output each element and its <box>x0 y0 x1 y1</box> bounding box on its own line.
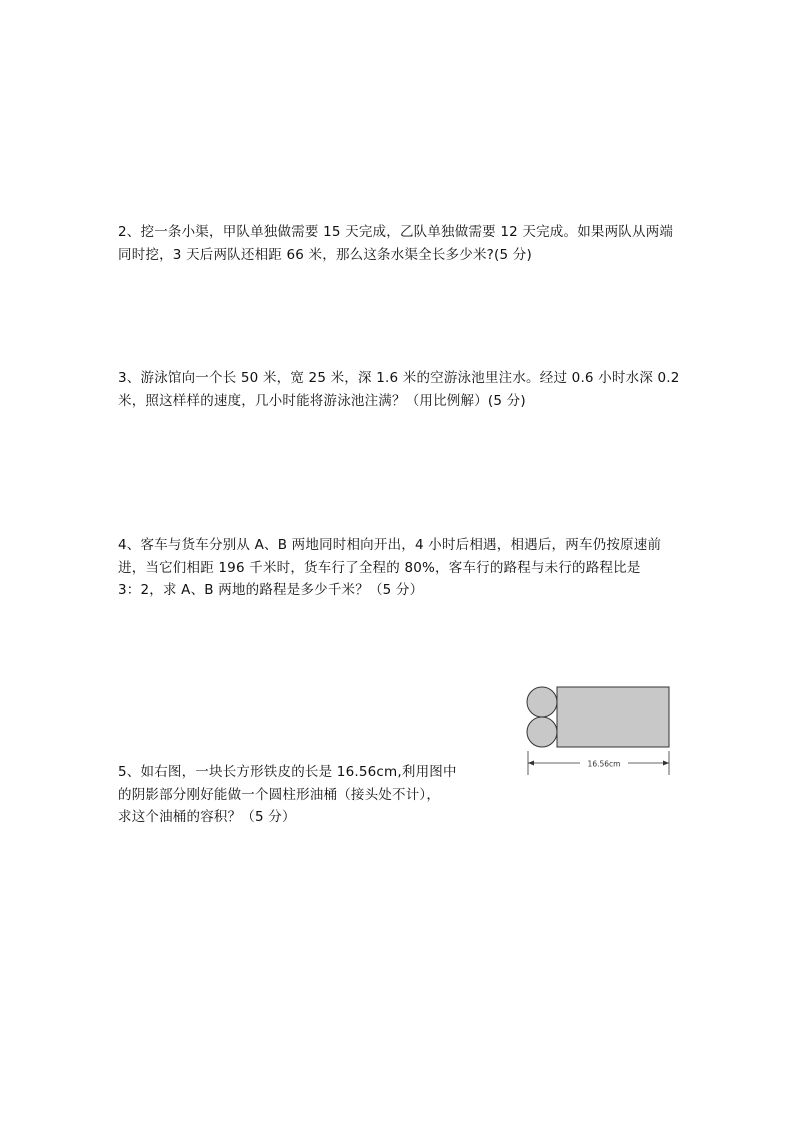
problem-2-line-2: 同时挖，3 天后两队还相距 66 米，那么这条水渠全长多少米?(5 分) <box>118 246 532 263</box>
problem-2 <box>118 221 673 266</box>
problem-5-line-2: 的阴影部分刚好能做一个圆柱形油桶（接头处不计）， <box>118 786 441 803</box>
dimension-arrow-right <box>663 761 669 766</box>
top-circle <box>527 687 557 717</box>
cylinder-net-svg <box>524 683 672 779</box>
cylinder-net-figure <box>524 683 672 779</box>
problem-4-line-2: 进，当它们相距 196 千米时，货车行了全程的 80%，客车行的路程与未行的路程比是 <box>118 559 641 576</box>
problem-5-line-3: 求这个油桶的容积？（5 分） <box>118 809 296 825</box>
shaded-rectangle <box>557 687 669 747</box>
problem-2-line-1: 2、挖一条小渠，甲队单独做需要 15 天完成，乙队单独做需要 12 天完成。如果两队从两端 <box>118 224 674 240</box>
bottom-circle <box>527 717 557 747</box>
dimension-arrow-left <box>528 761 534 766</box>
problem-3-line-2: 米，照这样样的速度，几小时能将游泳池注满？（用比例解）(5 分) <box>118 392 526 409</box>
problem-5-line-1: 5、如右图，一块长方形铁皮的长是 16.56cm,利用图中 <box>118 764 457 780</box>
problem-4-line-3: 3：2，求 A、B 两地的路程是多少千米？（5 分） <box>118 582 424 598</box>
problem-4 <box>118 534 661 602</box>
problem-3-line-1: 3、游泳馆向一个长 50 米，宽 25 米，深 1.6 米的空游泳池里注水。经过 0.6 小时水深 0.2 <box>118 370 680 386</box>
problem-4-line-1: 4、客车与货车分别从 A、B 两地同时相向开出，4 小时后相遇，相遇后，两车仍按原速前 <box>118 537 662 553</box>
problem-5 <box>118 761 457 829</box>
problem-3 <box>118 367 680 412</box>
dimension-label: 16.56cm <box>587 759 621 769</box>
